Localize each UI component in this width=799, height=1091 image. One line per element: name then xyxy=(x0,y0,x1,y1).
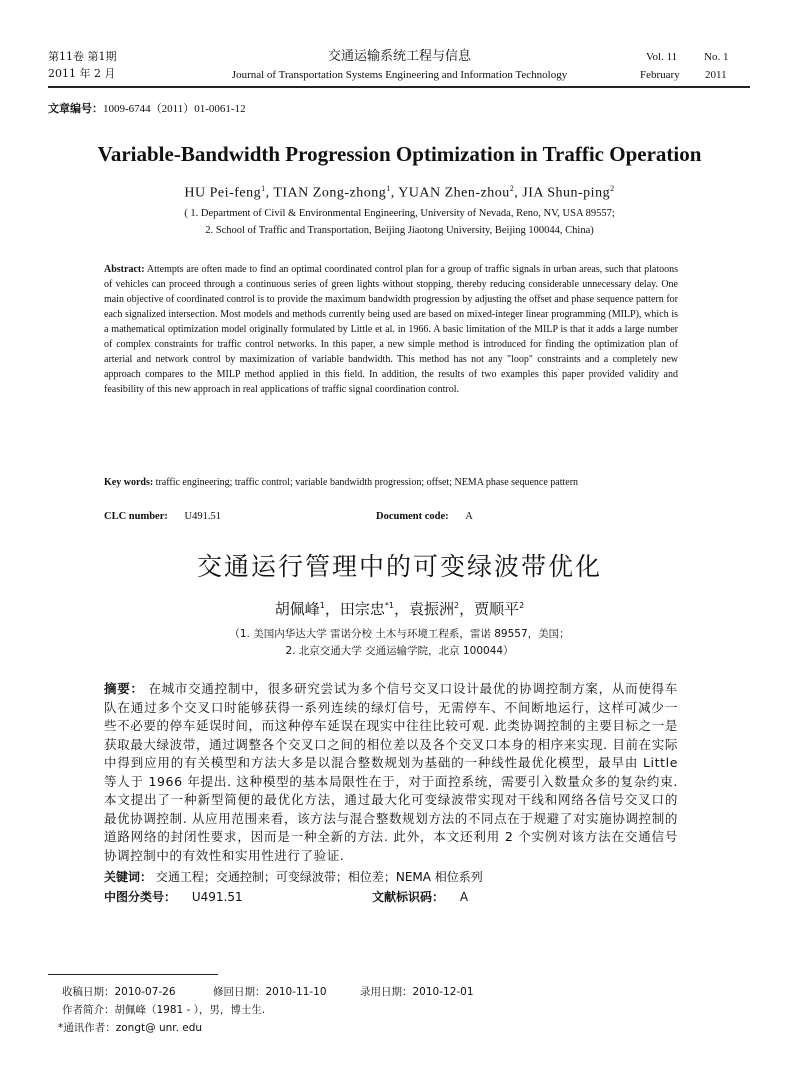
doc-code-cn-value: A xyxy=(459,890,469,904)
article-number xyxy=(48,100,246,116)
abstract-en-text: Attempts are often made to find an optimal coordinated control plan for a group of traffic signals in urban areas, such that platoons of vehicles can proceed through a continuous series of green lights without stopping, thereby reducing considerable unnecessary delay. One main objective of coordinated control is to provide the maximum bandwidth progression by adjusting the offset and phase sequence pattern for each signalized intersection. Most models and methods currently being used are based on mixed-integer linear programming (MILP), which is a mathematical optimization model originally formulated by Little et al. in 1966. A basic limitation of the MILP is that it adds a large number of complex constraints for traffic control networks. In this paper, a new simple method is introduced for finding the optimization plan of arterial and network control by maximization of variable bandwidth. This method has not any "loop" constraints and a completely new approach compares to the MILP method applied in this field. In addition, the results of two examples this paper provided validity and feasibility of this new approach in real applications of traffic signal coordination control. xyxy=(104,264,678,395)
author-bio: 作者简介：胡佩峰（1981 - ），男，博士生. xyxy=(62,1004,266,1016)
keywords-cn xyxy=(104,868,483,885)
abstract-en-label: Abstract: xyxy=(104,264,145,275)
author-cn-3: 袁振洲 xyxy=(409,600,455,618)
author-cn-2-sup: *1 xyxy=(384,601,394,610)
keywords-en xyxy=(104,475,678,490)
header-rule xyxy=(48,86,750,88)
author-cn-2: 田宗忠 xyxy=(339,600,385,618)
author-en-2: TIAN Zong-zhong xyxy=(273,185,387,201)
author-en-2-sup: 1 xyxy=(386,184,391,193)
abstract-cn xyxy=(104,680,678,865)
affiliation-cn-2: 2. 北京交通大学 交通运输学院，北京 100044） xyxy=(285,645,514,657)
keywords-cn-label: 关键词： xyxy=(104,870,153,884)
article-number-value: 1009-6744（2011）01-0061-12 xyxy=(103,103,246,115)
revised-date: 修回日期：2010-11-10 xyxy=(213,986,327,998)
author-cn-1-sup: 1 xyxy=(319,601,325,610)
clc-cn-value: U491.51 xyxy=(191,890,243,904)
affiliation-en-1: ( 1. Department of Civil & Environmental Engineering, University of Nevada, Reno, NV, USA 89557; xyxy=(184,208,615,219)
footnote-rule xyxy=(48,974,218,975)
year-en: 2011 xyxy=(705,69,727,81)
author-en-3: YUAN Zhen-zhou xyxy=(398,185,510,201)
volume-en: Vol. 11 xyxy=(646,51,678,63)
title-en: Variable-Bandwidth Progression Optimization in Traffic Operation xyxy=(97,142,702,166)
doc-code-en-label: Document code: xyxy=(376,511,449,522)
journal-title-en: Journal of Transportation Systems Engineering and Information Technology xyxy=(231,69,568,81)
keywords-cn-text: 交通工程；交通控制；可变绿波带；相位差；NEMA 相位系列 xyxy=(155,870,483,884)
clc-cn-label: 中图分类号： xyxy=(104,890,177,904)
month-en: February xyxy=(640,69,680,81)
number-en: No. 1 xyxy=(704,51,729,63)
affiliation-en-2: 2. School of Traffic and Transportation, Beijing Jiaotong University, Beijing 100044, China) xyxy=(205,225,594,236)
issue-date: 2011 年 2 月 xyxy=(48,67,116,80)
author-en-1-sup: 1 xyxy=(261,184,266,193)
abstract-en xyxy=(104,262,678,397)
received-date: 收稿日期：2010-07-26 xyxy=(62,986,176,998)
article-number-label: 文章编号： xyxy=(48,102,103,115)
doc-code-en xyxy=(376,511,473,522)
author-cn-4-sup: 2 xyxy=(519,601,525,610)
corresponding-author: *通讯作者：zongt@ unr. edu xyxy=(58,1022,203,1034)
keywords-en-text: traffic engineering; traffic control; variable bandwidth progression; offset; NEMA phase sequence pattern xyxy=(155,477,579,488)
abstract-cn-label: 摘要： xyxy=(104,681,144,696)
clc-en-label: CLC number: xyxy=(104,511,168,522)
author-en-4: JIA Shun-ping xyxy=(522,185,611,201)
clc-en xyxy=(104,511,221,522)
issue-volume: 第11卷 第1期 xyxy=(48,50,117,63)
doc-code-cn xyxy=(372,888,468,905)
clc-en-value: U491.51 xyxy=(184,511,221,522)
author-en-1: HU Pei-feng xyxy=(184,185,262,201)
doc-code-cn-label: 文献标识码： xyxy=(372,890,445,904)
author-en-4-sup: 2 xyxy=(610,184,615,193)
journal-title-cn: 交通运输系统工程与信息 xyxy=(327,49,471,64)
title-cn: 交通运行管理中的可变绿波带优化 xyxy=(196,552,602,581)
affiliation-cn-1: （1. 美国内华达大学 雷诺分校 土木与环境工程系，雷诺 89557，美国； xyxy=(229,628,570,640)
abstract-cn-text: 在城市交通控制中，很多研究尝试为多个信号交叉口设计最优的协调控制方案，从而使得车队在通过多个交叉口时能够获得一系列连续的绿灯信号，无需停车、不间断地运行，这样可减少一些不必要的停车延误时间，而这种停车延误在现实中往往比较可观. 此类协调控制的主要目标之一是获取最大绿波带，通过调整各个交叉口之间的相位差以及各个交叉口本身的相序来实现. 目前在实际中得到应用的有关模型和方法大多是以混合整数规划为基础的一种线性最优化模型，最早由 Little 等人于 1966 年提出. 这种模型的基本局限性在于，对于面控系统，需要引入数量众多的复杂约束. 本文提出了一种新型简便的最优化方法，通过最大化可变绿波带实现对干线和网络各信号交叉口的最优协调控制. 从应用范围来看，该方法与混合整数规划方法的不同点在于规避了对实施协调控制的道路网络的封闭性要求，因而是一种全新的方法. 此外，本文还利用 2 个实例对该方法在交通信号协调控制中的有效性和实用性进行了验证. xyxy=(104,681,678,863)
author-cn-4: 贾顺平 xyxy=(474,600,520,618)
author-en-3-sup: 2 xyxy=(509,184,515,193)
keywords-en-label: Key words: xyxy=(104,477,154,488)
clc-cn xyxy=(104,888,243,905)
author-cn-3-sup: 2 xyxy=(454,601,460,610)
authors-en: HU Pei-feng$^1$, TIAN Zong-zhong$^1$, YUAN Zhen-zhou$^2$, JIA Shun-ping$^2$ xyxy=(184,184,615,201)
authors-cn: 胡佩峰$^1$，田宗忠$^{*1}$，袁振洲$^2$，贾顺平$^2$ xyxy=(274,600,525,618)
author-cn-1: 胡佩峰 xyxy=(274,600,320,618)
doc-code-en-value: A xyxy=(465,511,473,522)
accepted-date: 录用日期：2010-12-01 xyxy=(360,986,474,998)
